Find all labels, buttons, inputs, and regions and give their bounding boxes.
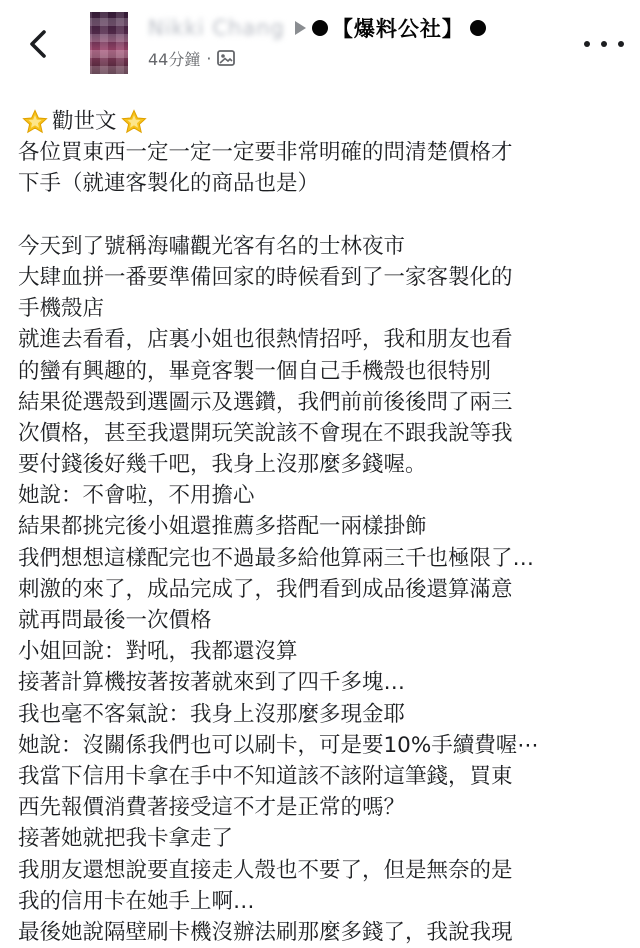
post-line: 各位買東西一定一定一定要非常明確的問清楚價格才 [18,140,513,166]
group-dot-icon [312,20,328,36]
post-line: 接著她就把我卡拿走了 [18,826,234,852]
post-body [18,106,634,948]
post-blank-line [18,200,634,231]
post-title: 勸世文 [52,109,117,134]
post-line: 的蠻有興趣的，畢竟客製一個自己手機殼也很特別 [18,358,492,384]
more-options-button[interactable] [584,34,624,54]
post-line: 她說：不會啦，不用擔心 [18,483,255,509]
more-dot [584,41,590,47]
post-line: 就再問最後一次價格 [18,608,212,633]
post-title-line [18,106,634,137]
back-button[interactable] [18,22,58,66]
post-line: 我們想想這樣配完也不過最多給他算兩三千也極限了… [18,545,535,571]
right-arrow-icon [295,21,306,35]
post-line: 刺激的來了，成品完成了，我們看到成品後還算滿意 [18,576,513,602]
post-line: 我也毫不客氣說：我身上沒那麼多現金耶 [18,701,406,727]
post-line: 就進去看看，店裏小姐也很熱情招呼，我和朋友也看 [18,327,513,353]
post-line: 接著計算機按著按著就來到了四千多塊… [18,670,406,696]
post-header [0,0,640,96]
post-author-row [148,12,486,44]
post-line: 要付錢後好幾千吧，我身上沒那麼多錢喔。 [18,452,427,478]
post-line: 我的信用卡在她手上啊… [18,888,255,914]
glowing-star-icon [121,109,147,135]
group-dot-icon [470,20,486,36]
post-line: 西先報價消費著接受這不才是正常的嗎？ [18,795,406,821]
post-line: 結果從選殼到選圖示及選鑽，我們前前後後問了兩三 [18,389,513,415]
post-meta [148,46,235,70]
more-dot [618,41,624,47]
more-dot [601,41,607,47]
post-line: 小姐回說：對吼，我都還沒算 [18,639,298,665]
photo-icon [217,50,235,66]
glowing-star-icon [22,109,48,135]
post-line: 今天到了號稱海嘯觀光客有名的士林夜市 [18,233,406,259]
post-line: 次價格，甚至我還開玩笑說該不會現在不跟我說等我 [18,420,513,446]
post-line: 結果都挑完後小姐還推薦多搭配一兩樣掛飾 [18,514,427,540]
post-line: 她說：沒關係我們也可以刷卡，可是要10%手續費喔⋯ [18,732,539,758]
post-line: 下手（就連客製化的商品也是） [18,171,320,197]
post-line: 大肆血拼一番要準備回家的時候看到了一家客製化的 [18,264,513,290]
post-line: 手機殼店 [18,296,105,322]
post-time[interactable]: 44分鐘 [148,49,201,69]
post-line: 我朋友還想說要直接走人殼也不要了，但是無奈的是 [18,857,513,883]
chevron-left-icon [27,29,49,59]
avatar[interactable] [84,12,134,74]
meta-separator: · [206,48,212,68]
group-name[interactable]: 【爆料公社】 [331,17,464,41]
post-line: 最後她說隔壁刷卡機沒辦法刷那麼多錢了，我說我現 [18,919,513,945]
user-name[interactable]: Nikki Chang [148,16,285,40]
post-line: 我當下信用卡拿在手中不知道該不該附這筆錢，買東 [18,763,513,789]
